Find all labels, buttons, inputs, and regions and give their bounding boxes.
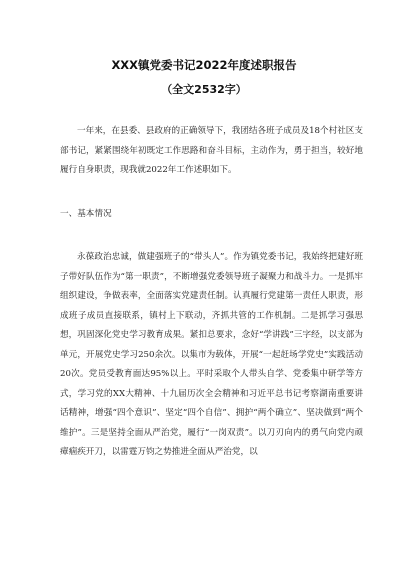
document-title: XXX镇党委书记2022年度述职报告 [111, 58, 297, 72]
intro-paragraph: 一年来，在县委、县政府的正确领导下，我团结各班子成员及18个村社区支部书记，紧紧围绕年初既定工作思路和奋斗目标，主动作为，勇于担当，较好地履行自身职责，现我就2022年工作述职如下。 [60, 126, 363, 175]
section-heading: 一、基本情况 [60, 209, 112, 219]
document-subtitle: （全文2532字） [161, 83, 247, 96]
body-paragraph: 永葆政治忠诚，做建强班子的“带头人”。作为镇党委书记，我始终把建好班子带好队伍作为“第一职责”，不断增强党委领导班子凝聚力和战斗力。一是抓牢组织建设，争做表率，全面落实党建责任制。认真履行党建第一责任人职责，形成班子成员直接联系，镇村上下联动，齐抓共管的工作机制。二是抓学习强思想，巩固深化党史学习教育成果。紧扣总要求，念好“学讲践”三字经，以支部为单元，开展党史学习250余次。以集市为载体，开展“一起赶场学党史”实践活动20次。党员受教育面达95%以上。平时采取个人带头自学、党委集中研学等方式，学习党的XX大精神、十九届历次全会精神和习近平总书记考察湖南重要讲话精神，增强“四个意识”、坚定“四个自信”、拥护“两个确立”、坚决做到“两个维护”。三是坚持全面从严治党，履行“一岗双责”。以刀刃向内的勇气向党内顽瘴痼疾开刀，以雷霆万钧之势推进全面从严治党，以 [60, 252, 363, 457]
